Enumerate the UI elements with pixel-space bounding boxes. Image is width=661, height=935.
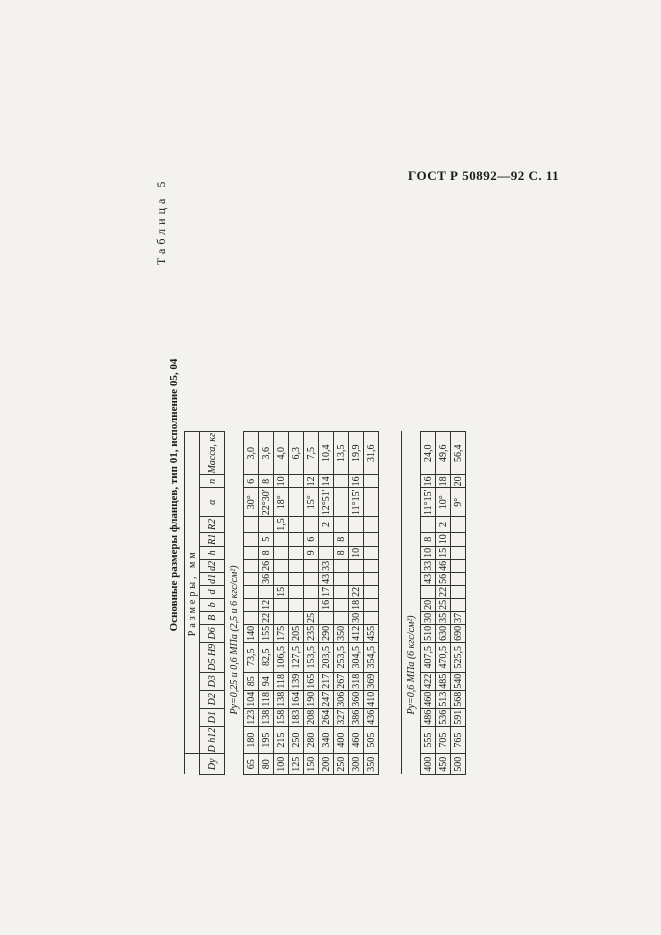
table-cell: 8 (259, 475, 274, 488)
table-cell: 10 (275, 476, 287, 487)
table-cell: 6,3 (289, 432, 304, 475)
table-cell: 280 (304, 726, 319, 754)
table-cell: 30° (244, 488, 259, 517)
table-cell: 400 (334, 726, 349, 754)
spacer-cell (379, 432, 402, 775)
table-cell: 250 (334, 754, 349, 775)
table-cell: 485 (437, 673, 449, 689)
table-cell: 22 (437, 586, 449, 597)
table-cell (319, 546, 334, 559)
table-cell: 407,5 (421, 642, 436, 672)
table-cell: 304,5 (349, 642, 364, 672)
table-cell (244, 598, 259, 611)
table-cell: 11°15' (422, 489, 434, 516)
table-cell (289, 611, 304, 624)
table-cell: 33 (320, 560, 332, 571)
column-header: D5 H9 (200, 642, 225, 672)
column-header: D2 (200, 690, 225, 708)
table-cell: 30 (350, 612, 362, 623)
table-cell: 30 (422, 612, 434, 623)
table-cell (349, 517, 364, 533)
column-header: R2 (200, 517, 225, 533)
table-cell (289, 598, 304, 611)
table-cell: 765 (451, 726, 466, 754)
table-cell (334, 475, 349, 488)
column-header-row (200, 432, 225, 775)
table-cell: 8 (259, 546, 274, 559)
table-cell: 190 (305, 691, 317, 707)
table-cell: 510 (422, 625, 434, 641)
table-cell (289, 488, 304, 517)
table-cell: 500 (451, 754, 466, 775)
table-cell: 2 (436, 517, 451, 533)
table-cell: 46 (437, 560, 449, 571)
table-cell (289, 532, 304, 546)
table-cell: 36 (260, 573, 272, 584)
table-cell: 153,5 (304, 642, 319, 672)
table-cell: 118 (275, 673, 287, 689)
table-cell (451, 572, 466, 585)
table-cell: 208 (305, 709, 317, 725)
table-cell (319, 611, 334, 624)
column-header: n (200, 475, 225, 488)
table-cell: 1,5 (275, 518, 287, 531)
table-cell: 8 (334, 546, 349, 559)
table-cell: 150 (304, 754, 319, 775)
column-header: D1 (200, 708, 225, 726)
table-cell: 7,5 (304, 432, 319, 475)
section-row (402, 432, 421, 775)
table-cell: 16 (350, 476, 362, 487)
table-cell: 26 (260, 560, 272, 571)
table-cell (364, 517, 379, 533)
table-cell (364, 585, 379, 598)
table-row (244, 432, 259, 775)
table-cell (289, 475, 304, 488)
table-cell: 43 (320, 573, 332, 584)
table-cell: 2 (319, 517, 334, 533)
table-cell: 123 (245, 709, 257, 725)
table-cell (451, 559, 466, 572)
table-cell: 13,5 (334, 432, 349, 475)
table-cell (244, 572, 259, 585)
table-cell: 386 (350, 709, 362, 725)
size-header: Размеры, мм (185, 432, 200, 755)
table-cell (451, 532, 466, 546)
table-cell: 235 (305, 625, 317, 641)
table-cell (421, 517, 436, 533)
dimensions-table (184, 431, 466, 775)
table-cell: 12 (305, 476, 317, 487)
table-cell: 14 (320, 476, 332, 487)
table-cell (244, 585, 259, 598)
table-cell (334, 517, 349, 533)
table-cell: 400 (421, 754, 436, 775)
table-cell: 11°15' (350, 489, 362, 516)
table-row (349, 432, 364, 775)
table-cell: 369 (365, 673, 377, 689)
table-cell: 264 (320, 709, 332, 725)
table-cell (289, 517, 304, 533)
table-title: Основные размеры фланцев, тип 01, исполнение 05, 04 (168, 358, 180, 632)
section-heading: Pу=0,6 МПа (6 кгс/см²) (402, 432, 421, 775)
table-cell (274, 598, 289, 611)
table-cell: 18° (274, 488, 289, 517)
column-header: Dу (200, 754, 225, 775)
table-cell (304, 559, 319, 572)
table-row (364, 432, 379, 775)
table-cell: 17 (320, 586, 332, 597)
table-cell: 164 (290, 691, 302, 707)
table-cell (364, 546, 379, 559)
table-cell: 100 (274, 754, 289, 775)
table-cell: 525,5 (451, 642, 466, 672)
table-cell: 486 (422, 709, 434, 725)
table-cell: 33 (422, 560, 434, 571)
table-cell: 85 (244, 672, 259, 690)
section-heading: Pу=0,25 и 0,6 МПа (2,5 и 6 кгс/см²) (225, 432, 244, 775)
table-cell: 65 (244, 754, 259, 775)
table-cell: 175 (275, 625, 287, 641)
table-cell: 31,6 (364, 432, 379, 475)
table-cell: 630 (437, 625, 449, 641)
table-row (259, 432, 274, 775)
table-cell (244, 517, 259, 533)
table-cell: 10,4 (319, 432, 334, 475)
table-cell: 410 (365, 691, 377, 707)
table-cell: 82,5 (259, 642, 274, 672)
table-cell: 436 (365, 709, 377, 725)
table-cell (451, 517, 466, 533)
table-cell: 705 (436, 726, 451, 754)
table-cell: 140 (245, 625, 257, 641)
table-cell: 350 (335, 625, 347, 641)
table-cell: 94 (259, 672, 274, 690)
table-cell: 253,5 (334, 642, 349, 672)
table-cell: 18 (350, 599, 362, 610)
table-row (334, 432, 349, 775)
table-cell (364, 572, 379, 585)
table-row (319, 432, 334, 775)
table-cell: 536 (437, 709, 449, 725)
table-cell: 25 (437, 599, 449, 610)
table-cell (274, 559, 289, 572)
table-cell (304, 585, 319, 598)
column-header: b (200, 598, 225, 611)
table-cell (274, 532, 289, 546)
table-cell: 555 (421, 726, 436, 754)
table-cell (289, 585, 304, 598)
table-cell: 22 (350, 586, 362, 597)
table-cell: 354,5 (364, 642, 379, 672)
table-cell (274, 611, 289, 624)
table-body (225, 432, 466, 775)
table-cell: 300 (349, 754, 364, 775)
table-cell (349, 559, 364, 572)
table-cell: 56,4 (451, 432, 466, 475)
table-cell: 412 (350, 625, 362, 641)
table-cell: 18 (437, 476, 449, 487)
table-cell: 10 (436, 532, 451, 546)
table-cell: 56 (437, 573, 449, 584)
table-cell: 340 (319, 726, 334, 754)
table-cell: 12°51' (320, 489, 332, 516)
column-header: D h12 (200, 726, 225, 754)
column-header: α (200, 488, 225, 517)
table-cell (304, 598, 319, 611)
column-header: R1 (200, 532, 225, 546)
table-cell: 306 (335, 691, 347, 707)
section-row (225, 432, 244, 775)
table-cell: 25 (305, 612, 317, 623)
table-cell (334, 488, 349, 517)
table-cell: 19,9 (349, 432, 364, 475)
table-cell (334, 559, 349, 572)
table-cell: 195 (259, 726, 274, 754)
table-cell (451, 546, 466, 559)
column-header: d1 (200, 572, 225, 585)
table-cell: 215 (274, 726, 289, 754)
table-cell (334, 598, 349, 611)
table-cell (319, 532, 334, 546)
table-cell: 422 (422, 673, 434, 689)
table-cell: 470,5 (436, 642, 451, 672)
table-cell (364, 532, 379, 546)
table-cell: 9° (451, 488, 466, 517)
table-cell: 43 (422, 573, 434, 584)
table-cell: 155 (260, 625, 272, 641)
table-cell (364, 559, 379, 572)
table-cell (244, 559, 259, 572)
table-row (421, 432, 436, 775)
table-cell: 350 (364, 754, 379, 775)
table-cell: 104 (245, 691, 257, 707)
table-cell (334, 611, 349, 624)
page-header: ГОСТ Р 50892—92 С. 11 (408, 168, 560, 183)
table-cell (364, 488, 379, 517)
table-cell: 540 (452, 673, 464, 689)
table-cell: 158 (275, 709, 287, 725)
table-cell: 20 (422, 599, 434, 610)
table-cell: 118 (260, 691, 272, 707)
table-cell (289, 546, 304, 559)
table-cell: 360 (350, 691, 362, 707)
table-cell: 513 (437, 691, 449, 707)
column-header: D3 (200, 672, 225, 690)
table-row (436, 432, 451, 775)
table-cell (259, 585, 274, 598)
table-cell (364, 598, 379, 611)
table-row (451, 432, 466, 775)
table-cell (451, 598, 466, 611)
column-header: Масса, кг (200, 432, 225, 475)
table-cell: 290 (320, 625, 332, 641)
table-cell: 22°30' (260, 489, 272, 516)
table-cell (334, 572, 349, 585)
table-cell (259, 517, 274, 533)
table-cell: 12 (260, 599, 272, 610)
table-cell (289, 572, 304, 585)
table-cell: 139 (290, 673, 302, 689)
table-cell: 10 (350, 547, 362, 558)
table-cell: 203,5 (319, 642, 334, 672)
table-cell: 49,6 (436, 432, 451, 475)
table-cell: 80 (259, 754, 274, 775)
table-cell: 125 (289, 754, 304, 775)
table-cell (421, 585, 436, 598)
spacer-row (379, 432, 402, 775)
table-cell: 15° (304, 488, 319, 517)
table-cell: 180 (244, 726, 259, 754)
column-header: h (200, 546, 225, 559)
table-cell (289, 559, 304, 572)
table-cell: 37 (452, 612, 464, 623)
table-cell: 690 (452, 625, 464, 641)
table-row (274, 432, 289, 775)
blank-header (185, 754, 200, 775)
table-cell (244, 546, 259, 559)
column-header: D6 (200, 624, 225, 642)
table-cell: 5 (259, 532, 274, 546)
table-cell: 35 (437, 612, 449, 623)
table-cell (304, 572, 319, 585)
table-cell: 591 (452, 709, 464, 725)
table-name: Таблица 5 (154, 177, 168, 265)
table-cell: 250 (289, 726, 304, 754)
table-cell: 4,0 (274, 432, 289, 475)
table-cell: 138 (275, 691, 287, 707)
table-cell: 460 (422, 691, 434, 707)
table-cell (334, 585, 349, 598)
table-cell: 318 (350, 673, 362, 689)
table-cell: 15 (437, 547, 449, 558)
table-cell: 450 (436, 754, 451, 775)
table-cell: 455 (365, 625, 377, 641)
table-cell (349, 572, 364, 585)
table-cell: 127,5 (289, 642, 304, 672)
table-cell: 327 (335, 709, 347, 725)
table-cell: 505 (364, 726, 379, 754)
table-cell: 3,6 (259, 432, 274, 475)
table-cell (451, 585, 466, 598)
table-cell: 138 (260, 709, 272, 725)
table-cell: 8 (334, 532, 349, 546)
table-cell: 165 (305, 673, 317, 689)
table-cell: 267 (335, 673, 347, 689)
table-cell: 8 (421, 532, 436, 546)
table-cell: 22 (260, 612, 272, 623)
table-cell: 6 (304, 532, 319, 546)
column-header: B (200, 611, 225, 624)
table-cell: 568 (452, 691, 464, 707)
table-cell: 6 (244, 475, 259, 488)
table-cell: 73,5 (244, 642, 259, 672)
table-cell: 200 (319, 754, 334, 775)
table-cell: 183 (290, 709, 302, 725)
table-cell: 460 (349, 726, 364, 754)
table-cell: 247 (320, 691, 332, 707)
table-cell: 3,0 (244, 432, 259, 475)
rotated-table-block (150, 177, 590, 775)
table-cell: 20 (452, 476, 464, 487)
table-cell (349, 532, 364, 546)
table-row (289, 432, 304, 775)
column-header: d2 (200, 559, 225, 572)
table-cell: 10 (422, 547, 434, 558)
table-cell: 205 (290, 625, 302, 641)
table-cell (364, 611, 379, 624)
table-cell: 9 (304, 546, 319, 559)
column-header: d (200, 585, 225, 598)
table-cell: 106,5 (274, 642, 289, 672)
table-cell: 217 (320, 673, 332, 689)
table-row (304, 432, 319, 775)
table-cell: 16 (320, 599, 332, 610)
table-cell (304, 517, 319, 533)
table-cell (244, 611, 259, 624)
table-cell (274, 546, 289, 559)
table-cell: 10° (436, 488, 451, 517)
table-cell (274, 572, 289, 585)
table-cell: 16 (422, 476, 434, 487)
table-cell: 15 (275, 586, 287, 597)
table-cell (244, 532, 259, 546)
table-cell (364, 475, 379, 488)
table-cell: 24,0 (421, 432, 436, 475)
